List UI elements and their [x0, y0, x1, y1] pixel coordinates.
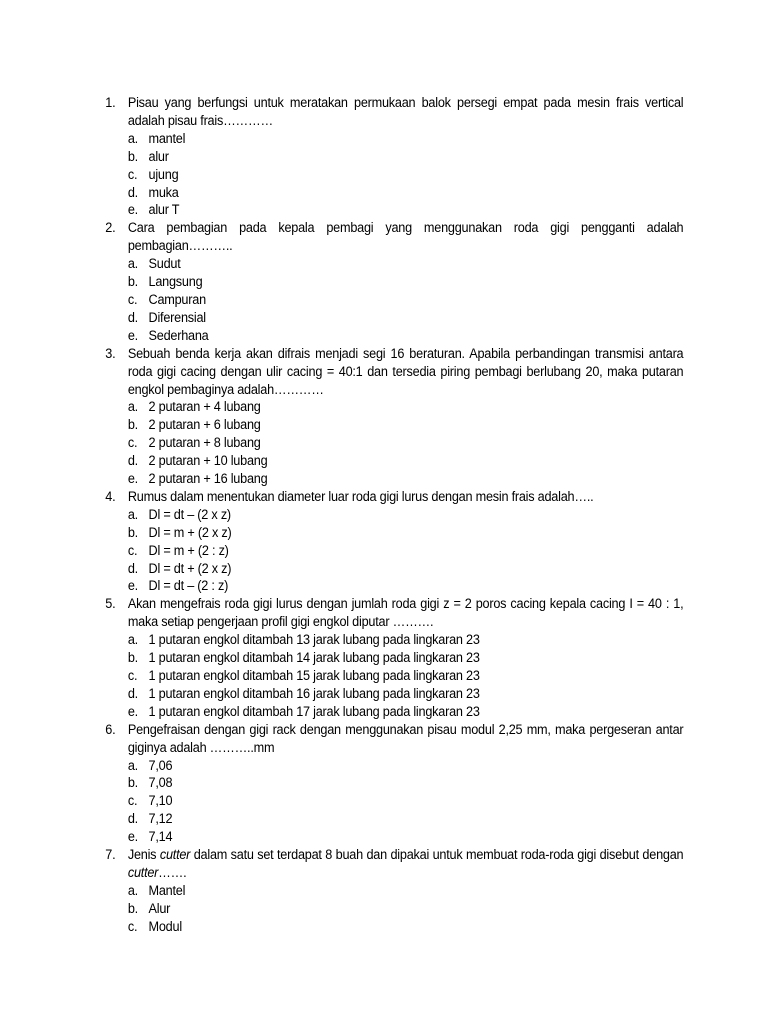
option-c [128, 291, 684, 309]
option-text: Alur [148, 900, 171, 916]
option-text: 2 putaran + 4 lubang [148, 399, 261, 415]
question-text-italic: cutter [127, 864, 159, 880]
option-letter: c. [127, 166, 138, 182]
option-c [128, 667, 684, 685]
option-text: 2 putaran + 16 lubang [148, 471, 268, 487]
option-e [128, 201, 684, 219]
option-d [128, 452, 684, 470]
question-6 [105, 721, 683, 846]
option-b [128, 524, 684, 542]
question-text: Pisau yang berfungsi untuk meratakan permukaan balok persegi empat pada mesin frais vertical adalah pisau frais………… [127, 95, 684, 128]
option-letter: d. [127, 184, 138, 200]
option-b [128, 416, 684, 434]
option-text: 7,10 [148, 793, 173, 809]
question-text: Rumus dalam menentukan diameter luar roda gigi lurus dengan mesin frais adalah….. [127, 488, 594, 504]
option-letter: c. [127, 793, 138, 809]
option-letter: b. [127, 148, 138, 164]
option-text: Mantel [148, 882, 186, 898]
option-letter: b. [127, 650, 138, 666]
option-b [128, 273, 684, 291]
question-text: Cara pembagian pada kepala pembagi yang menggunakan roda gigi pengganti adalah pembagian……….. [127, 220, 684, 254]
option-a [128, 757, 684, 775]
option-b [128, 148, 684, 166]
question-5 [105, 595, 683, 720]
option-letter: e. [127, 327, 138, 343]
question-text: Pengefraisan dengan gigi rack dengan menggunakan pisau modul 2,25 mm, maka pergeseran antar giginya adalah ………..mm [127, 721, 684, 755]
option-e [128, 327, 684, 345]
option-text: 2 putaran + 8 lubang [148, 435, 261, 451]
option-list [128, 130, 684, 220]
option-letter: e. [127, 703, 138, 719]
option-list [128, 506, 684, 596]
option-a [128, 130, 684, 148]
option-text: alur [148, 148, 169, 164]
option-letter: b. [127, 775, 138, 791]
option-c [128, 792, 684, 810]
option-list [128, 398, 684, 488]
option-d [128, 685, 684, 703]
question-1 [105, 94, 683, 219]
option-letter: b. [127, 274, 138, 290]
option-letter: d. [127, 685, 138, 701]
question-number: 2. [105, 220, 116, 236]
question-4 [105, 488, 683, 595]
option-letter: d. [127, 453, 138, 469]
option-letter: c. [127, 435, 138, 451]
question-text-part: ……. [158, 864, 187, 880]
option-text: Dl = m + (2 x z) [148, 524, 232, 540]
question-text-part: dalam satu set terdapat 8 buah dan dipakai untuk membuat roda-roda gigi disebut dengan [190, 847, 684, 863]
option-text: 7,06 [148, 757, 173, 773]
question-7 [105, 846, 683, 936]
option-letter: d. [127, 811, 138, 827]
option-letter: a. [127, 399, 138, 415]
question-text-part: Jenis [127, 847, 160, 863]
option-text: 2 putaran + 6 lubang [148, 417, 261, 433]
question-text-italic: cutter [159, 847, 191, 863]
option-list [128, 757, 684, 847]
option-text: 1 putaran engkol ditambah 15 jarak lubang pada lingkaran 23 [148, 668, 480, 683]
option-letter: d. [127, 560, 138, 576]
option-text: Sederhana [148, 327, 209, 343]
option-letter: c. [127, 668, 138, 683]
option-letter: a. [127, 256, 138, 272]
option-list [128, 882, 684, 936]
option-d [128, 810, 684, 828]
option-b [128, 900, 684, 918]
option-text: 1 putaran engkol ditambah 16 jarak lubang pada lingkaran 23 [148, 685, 480, 701]
option-text: Diferensial [148, 309, 206, 325]
option-letter: c. [127, 291, 138, 307]
option-a [128, 506, 684, 524]
option-e [128, 828, 684, 846]
option-letter: e. [127, 578, 138, 594]
option-letter: a. [127, 506, 138, 522]
option-text: 7,14 [148, 829, 173, 845]
option-text: alur T [148, 202, 180, 218]
question-number: 5. [105, 596, 116, 612]
option-c [128, 542, 684, 560]
option-text: Dl = dt – (2 x z) [148, 506, 231, 522]
option-letter: b. [127, 417, 138, 433]
option-a [128, 398, 684, 416]
question-3 [105, 345, 683, 488]
option-text: 7,08 [148, 775, 173, 791]
question-list [105, 94, 683, 936]
option-text: 2 putaran + 10 lubang [148, 453, 268, 469]
option-text: Langsung [148, 274, 203, 290]
option-d [128, 309, 684, 327]
option-list [128, 255, 684, 345]
option-letter: a. [127, 882, 138, 898]
option-text: 7,12 [148, 811, 173, 827]
option-c [128, 166, 684, 184]
option-text: 1 putaran engkol ditambah 14 jarak lubang pada lingkaran 23 [148, 650, 480, 666]
option-c [128, 918, 684, 936]
option-a [128, 882, 684, 900]
option-d [128, 184, 684, 202]
option-letter: e. [127, 471, 138, 487]
option-e [128, 577, 684, 595]
option-letter: b. [127, 900, 138, 916]
option-text: ujung [148, 166, 179, 182]
option-list [128, 631, 684, 721]
question-2 [105, 219, 683, 344]
option-letter: a. [127, 757, 138, 773]
question-text: Akan mengefrais roda gigi lurus dengan jumlah roda gigi z = 2 poros cacing kepala cacing I = 40 : 1, maka setiap pengerjaan profil gigi engkol diputar ………. [127, 596, 684, 630]
option-letter: b. [127, 524, 138, 540]
question-number: 3. [105, 345, 116, 361]
option-e [128, 470, 684, 488]
option-b [128, 774, 684, 792]
option-letter: c. [127, 918, 138, 934]
question-number: 6. [105, 721, 116, 737]
option-letter: a. [127, 130, 138, 146]
question-text: Sebuah benda kerja akan difrais menjadi segi 16 beraturan. Apabila perbandingan transmisi antara roda gigi cacing dengan ulir cacing = 40:1 dan tersedia piring pembagi berlubang 20, maka putaran engkol pembaginya adalah………… [127, 345, 684, 397]
option-letter: d. [127, 309, 138, 325]
option-text: 1 putaran engkol ditambah 13 jarak lubang pada lingkaran 23 [148, 632, 480, 648]
option-text: Dl = m + (2 : z) [148, 542, 229, 558]
option-letter: e. [127, 202, 138, 218]
option-text: Dl = dt – (2 : z) [148, 578, 229, 594]
option-text: mantel [148, 130, 186, 146]
option-b [128, 649, 684, 667]
question-number: 1. [105, 95, 116, 110]
option-text: muka [148, 184, 179, 200]
option-a [128, 631, 684, 649]
option-text: Dl = dt + (2 x z) [148, 560, 232, 576]
option-text: 1 putaran engkol ditambah 17 jarak lubang pada lingkaran 23 [148, 703, 480, 719]
option-e [128, 703, 684, 721]
option-a [128, 255, 684, 273]
option-text: Modul [148, 918, 182, 934]
option-letter: e. [127, 829, 138, 845]
question-number: 4. [105, 488, 116, 504]
option-d [128, 560, 684, 578]
option-letter: c. [127, 542, 138, 558]
option-text: Sudut [148, 256, 181, 272]
question-number: 7. [105, 847, 116, 863]
option-text: Campuran [148, 291, 206, 307]
option-c [128, 434, 684, 452]
option-letter: a. [127, 632, 138, 648]
question-text [128, 846, 684, 882]
